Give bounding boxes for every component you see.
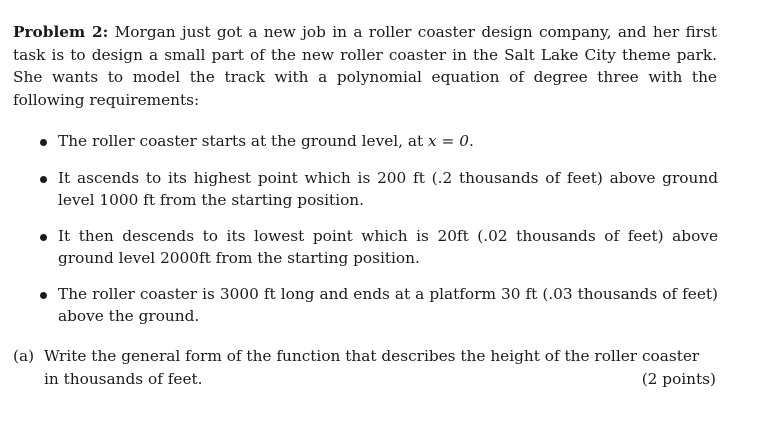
requirement-text: It ascends to its highest point which is 200 ft (.2 thousands of feet) above ground level 1000 ft from the starting position. xyxy=(58,169,718,209)
math-expression: x = 0 xyxy=(428,132,469,150)
bullet-icon xyxy=(40,234,47,241)
bullet-icon xyxy=(40,176,47,183)
part-label: (a) xyxy=(13,347,35,365)
bullet-icon xyxy=(40,139,47,146)
requirement-text: The roller coaster is 3000 ft long and ends at a platform 30 ft (.03 thousands of feet) above the ground. xyxy=(58,285,718,325)
problem-label: Problem 2: xyxy=(13,23,109,41)
bullet-icon xyxy=(40,292,47,299)
requirement-text: The roller coaster starts at the ground level, at x = 0. xyxy=(58,132,474,150)
problem-intro xyxy=(13,21,717,111)
problem-intro-text: Morgan just got a new job in a roller coaster design company, and her first task is to design a small part of the new roller coaster in the Salt Lake City theme park. She wants to model the track with a polynomial equation of degree three with the following requirements: xyxy=(13,23,717,109)
points-label: (2 points) xyxy=(641,369,716,388)
requirement-text: It then descends to its lowest point which is 20ft (.02 thousands of feet) above ground level 2000ft from the starting position. xyxy=(58,227,718,267)
part-a-text: Write the general form of the function that describes the height of the roller coaster in thousands of feet. xyxy=(44,347,700,388)
